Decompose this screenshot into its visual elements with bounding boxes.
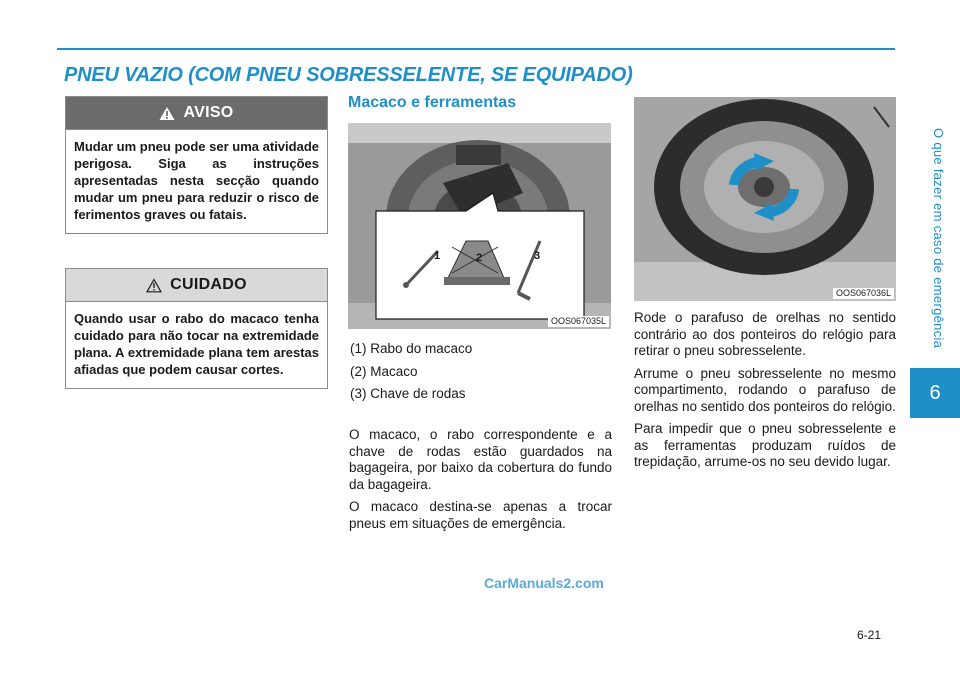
- chapter-number: 6: [910, 368, 960, 418]
- subsection-title: Macaco e ferramentas: [348, 94, 517, 111]
- paragraph: O macaco destina-se apenas a trocar pneus em situações de emergência.: [349, 499, 612, 531]
- jack-tools-figure: [348, 123, 611, 329]
- middle-body-text: [349, 427, 612, 538]
- list-item: (2) Macaco: [350, 363, 418, 379]
- figure-code: OOS067035L: [548, 316, 609, 327]
- caution-text: Quando usar o rabo do macaco tenha cuidado para não tocar na extremidade plana. A extremidade plana tem arestas afiadas que podem causar cortes.: [74, 311, 319, 377]
- warning-header: [66, 97, 327, 130]
- callout-3: 3: [534, 250, 541, 262]
- jack-tools-illustration: [348, 123, 611, 329]
- tools-list: [350, 341, 612, 409]
- list-item: (1) Rabo do macaco: [350, 341, 473, 356]
- figure-code: OOS067036L: [833, 288, 894, 299]
- watermark: CarManuals2.com: [484, 575, 604, 591]
- warning-label: AVISO: [183, 104, 234, 121]
- caution-triangle-icon: [146, 278, 162, 293]
- callout-2: 2: [476, 252, 483, 264]
- caution-box: [65, 268, 328, 389]
- chapter-side-label: O que fazer em caso de emergência: [931, 128, 946, 349]
- warning-box: [65, 96, 328, 234]
- spare-tire-figure: [634, 97, 896, 301]
- caution-label: CUIDADO: [170, 276, 247, 293]
- list-item: (3) Chave de rodas: [350, 386, 466, 401]
- side-tab: [910, 0, 960, 676]
- top-rule: [57, 48, 895, 50]
- warning-text: Mudar um pneu pode ser uma atividade perigosa. Siga as instruções apresentadas nesta secção quando mudar um pneu para reduzir o risco de ferimentos graves ou fatais.: [74, 139, 319, 222]
- paragraph: Arrume o pneu sobresselente no mesmo compartimento, rodando o parafuso de orelhas no sentido dos ponteiros do relógio.: [634, 365, 896, 414]
- right-body-text: [634, 310, 896, 477]
- paragraph: Rode o parafuso de orelhas no sentido contrário ao dos ponteiros do relógio para retirar o pneu sobresselente.: [634, 310, 896, 358]
- paragraph: O macaco, o rabo correspondente e a chave de rodas estão guardados na bagageira, por baixo da cobertura do fundo da bagageira.: [349, 427, 612, 492]
- warning-triangle-icon: [159, 106, 175, 121]
- section-title: PNEU VAZIO (COM PNEU SOBRESSELENTE, SE EQUIPADO): [64, 64, 633, 86]
- caution-header: [66, 269, 327, 302]
- callout-1: 1: [434, 250, 441, 262]
- paragraph: Para impedir que o pneu sobresselente e as ferramentas produzam ruídos de trepidação, arrume-os no seu devido lugar.: [634, 421, 896, 469]
- spare-tire-illustration: [634, 97, 896, 301]
- page-number: 6-21: [857, 628, 882, 642]
